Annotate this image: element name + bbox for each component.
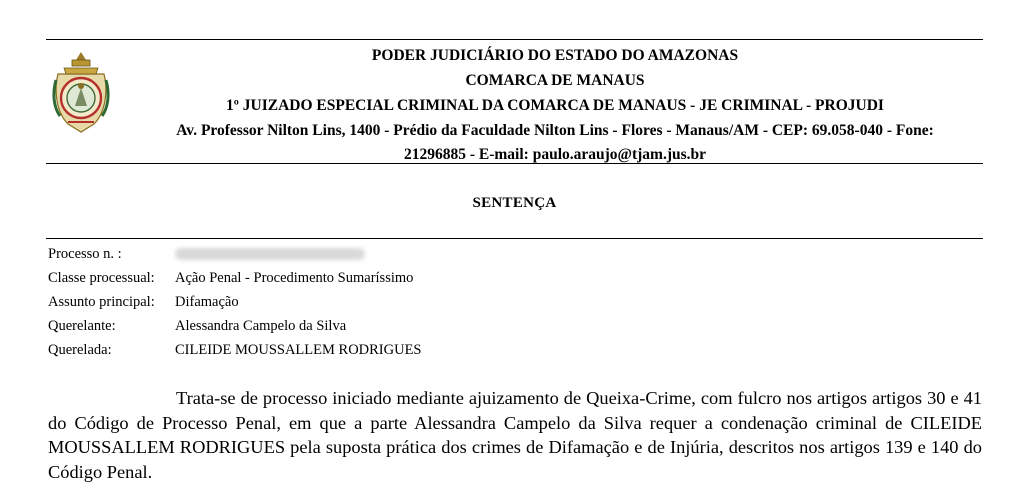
assunto-label: Assunto principal: — [48, 294, 155, 310]
metadata-row-assunto — [48, 290, 422, 314]
body-paragraph-wrapper — [48, 386, 982, 484]
querelada-label: Querelada: — [48, 342, 112, 358]
header-bottom-rule — [46, 163, 983, 164]
metadata-row-querelante — [48, 314, 422, 338]
classe-value: Ação Penal - Procedimento Sumaríssimo — [175, 270, 414, 286]
classe-label: Classe processual: — [48, 270, 155, 286]
processo-label: Processo n. : — [48, 246, 122, 262]
case-metadata — [48, 242, 422, 362]
court-unit-heading: 1º JUIZADO ESPECIAL CRIMINAL DA COMARCA DE MANAUS - JE CRIMINAL - PROJUDI — [226, 97, 884, 114]
querelante-value: Alessandra Campelo da Silva — [175, 318, 347, 334]
redacted-case-number — [175, 248, 365, 260]
document-title: SENTENÇA — [472, 195, 557, 211]
metadata-row-processo — [48, 242, 422, 266]
metadata-rule — [46, 238, 983, 239]
court-contact-line: 21296885 - E-mail: paulo.araujo@tjam.jus.br — [403, 146, 707, 163]
metadata-row-classe — [48, 266, 422, 290]
district-heading: COMARCA DE MANAUS — [465, 72, 645, 89]
court-address-line: Av. Professor Nilton Lins, 1400 - Prédio da Faculdade Nilton Lins - Flores - Manaus/AM - CEP: 69.058-040 - Fone: — [176, 122, 934, 139]
header-top-rule — [46, 39, 983, 40]
court-coat-of-arms-icon — [50, 50, 112, 134]
metadata-row-querelada — [48, 338, 422, 362]
court-name-heading: PODER JUDICIÁRIO DO ESTADO DO AMAZONAS — [371, 47, 739, 64]
querelada-value: CILEIDE MOUSSALLEM RODRIGUES — [175, 342, 422, 358]
body-paragraph: Trata-se de processo iniciado mediante ajuizamento de Queixa-Crime, com fulcro nos artigos artigos 30 e 41 do Código de Processo Penal, em que a parte Alessandra Campelo da Silva requer a condenação criminal de CILEIDE MOUSSALLEM RODRIGUES pela suposta prática dos crimes de Difamação e de Injúria, descritos nos artigos 139 e 140 do Código Penal. — [48, 388, 982, 482]
querelante-label: Querelante: — [48, 318, 116, 334]
assunto-value: Difamação — [175, 294, 239, 310]
